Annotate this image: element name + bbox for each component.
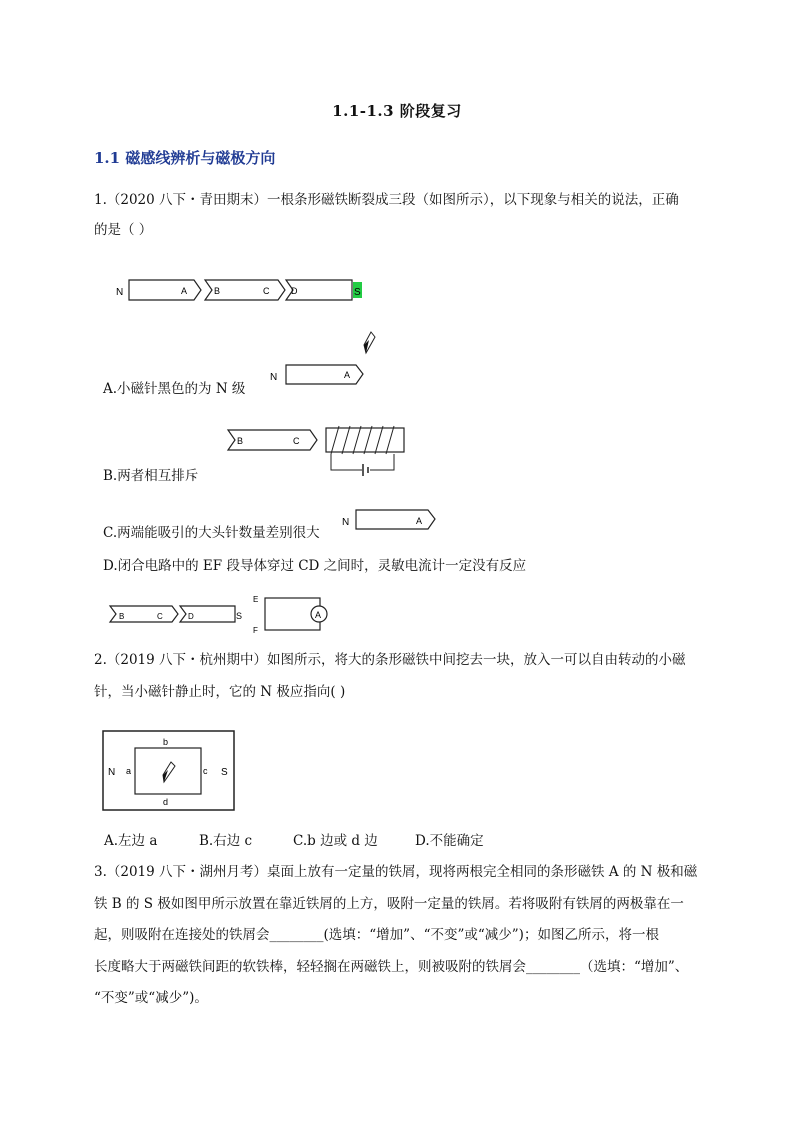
q2-option-d: D.不能确定 — [415, 833, 484, 849]
q2-option-c: C.b 边或 d 边 — [293, 833, 378, 849]
q2-option-a: A.左边 a — [104, 833, 158, 849]
q1-figure-c-segment — [340, 508, 440, 534]
q2-stem-line2: 针，当小磁针静止时，它的 N 极应指向( ) — [94, 684, 346, 700]
q2-option-b: B.右边 c — [199, 833, 253, 849]
q1-figure-broken-magnet — [110, 276, 370, 306]
q1-figure-a-segment — [268, 362, 368, 388]
fig2-s-label: S — [221, 767, 228, 778]
fig1-d-label: D — [291, 286, 298, 296]
q2-stem-line1: 2.（2019 八下・杭州期中）如图所示，将大的条形磁铁中间挖去一块，放入一可以自由转动的小磁 — [94, 652, 686, 668]
q3-stem-line4: 长度略大于两磁铁间距的软铁棒，轻轻搁在两磁铁上，则被吸附的铁屑会________（选填：“增加”、 — [94, 959, 689, 975]
fig2-a-label: a — [126, 766, 132, 776]
fig1-n-label: N — [116, 287, 124, 298]
q3-stem-line3: 起，则吸附在连接处的铁屑会________(选填：“增加”、“不变”或“减少”)；如图乙所示，将一根 — [94, 927, 659, 943]
q1-option-d: D.闭合电路中的 EF 段导体穿过 CD 之间时，灵敏电流计一定没有反应 — [103, 558, 527, 574]
q1-figure-circuit — [105, 592, 335, 634]
fig-b-c-label: C — [293, 436, 300, 446]
q2-figure-hollow-magnet — [100, 728, 240, 814]
q1-option-c: C.两端能吸引的大头针数量差别很大 — [103, 525, 320, 541]
q1-option-b: B.两者相互排斥 — [103, 468, 199, 484]
fig-d-s-label: S — [236, 611, 243, 621]
q3-stem-line5: “不变”或“减少”)。 — [94, 990, 208, 1006]
fig1-c-label: C — [263, 286, 270, 296]
fig2-n-label: N — [108, 767, 116, 778]
q3-stem-line1: 3.（2019 八下・湖州月考）桌面上放有一定量的铁屑，现将两根完全相同的条形磁铁 A 的 N 极和磁 — [94, 864, 698, 880]
fig-a-n-label: N — [270, 372, 278, 383]
fig-d-f-label: F — [253, 626, 258, 634]
fig-c-a-label: A — [416, 516, 423, 526]
compass-needle-icon — [362, 331, 376, 355]
section-heading: 1.1 磁感线辨析与磁极方向 — [94, 149, 276, 167]
fig-c-n-label: N — [342, 517, 350, 528]
fig-d-d-label: D — [188, 612, 194, 621]
page-title: 1.1-1.3 阶段复习 — [332, 102, 462, 120]
fig1-s-label: S — [354, 287, 361, 298]
q1-stem-line2: 的是（ ） — [94, 222, 153, 238]
fig1-b-label: B — [214, 286, 221, 296]
q3-stem-line2: 铁 B 的 S 极如图甲所示放置在靠近铁屑的上方，吸附一定量的铁屑。若将吸附有铁屑的两极靠在一 — [94, 896, 684, 912]
fig-d-e-label: E — [253, 595, 259, 604]
q1-figure-solenoid — [225, 425, 410, 480]
fig-d-c-label: C — [157, 612, 163, 621]
fig2-c-label: c — [203, 766, 208, 776]
fig-d-b-label: B — [119, 612, 125, 621]
fig-b-b-label: B — [237, 436, 244, 446]
fig1-a-label: A — [181, 286, 188, 296]
fig-a-a-label: A — [344, 370, 351, 380]
galvanometer-label: A — [315, 610, 322, 620]
q1-stem-line1: 1.（2020 八下・青田期末）一根条形磁铁断裂成三段（如图所示），以下现象与相关的说法，正确 — [94, 192, 679, 208]
fig2-b-label: b — [163, 737, 169, 747]
fig2-d-label: d — [163, 797, 169, 807]
q1-option-a: A.小磁针黑色的为 N 级 — [103, 381, 246, 397]
